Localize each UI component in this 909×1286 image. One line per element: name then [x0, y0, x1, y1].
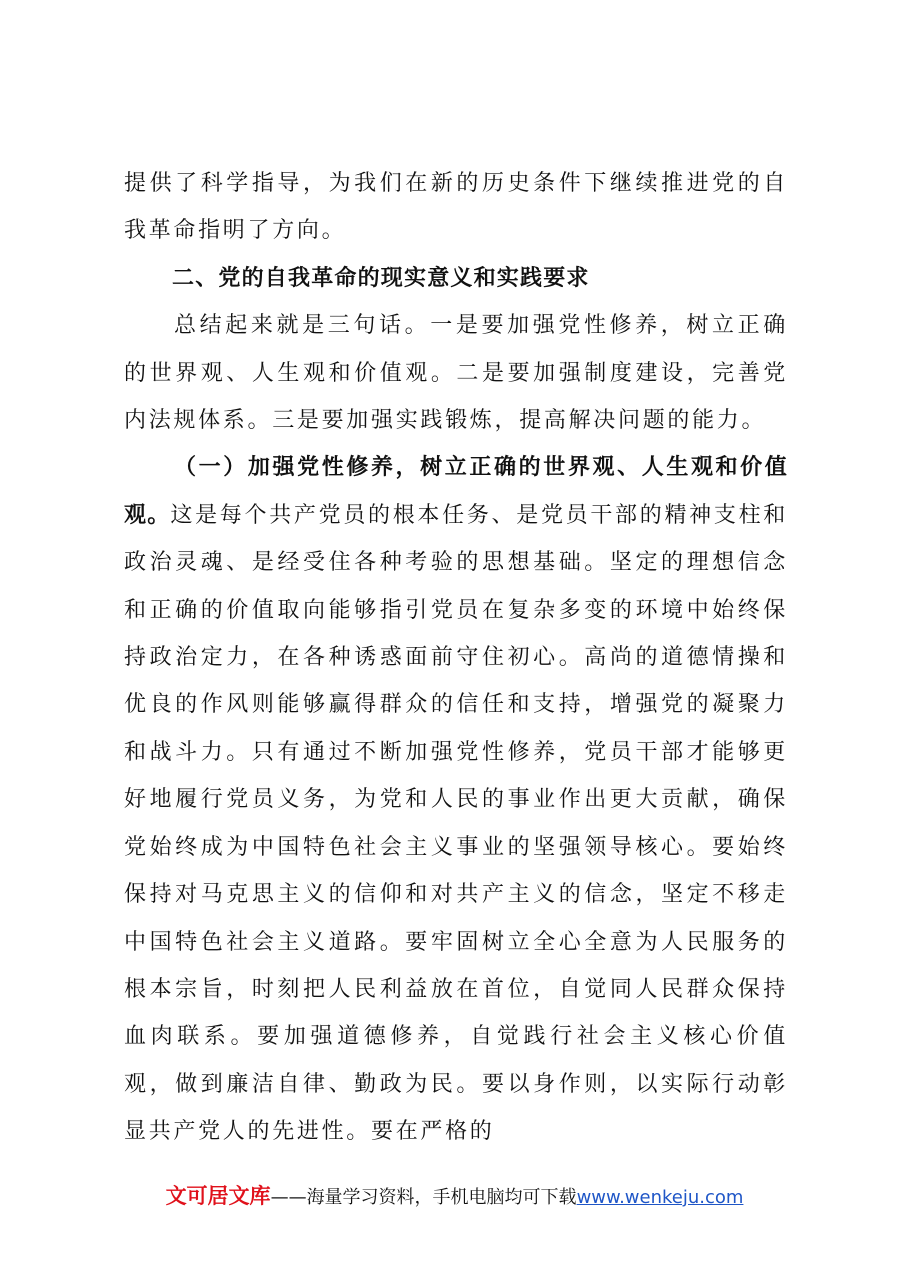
website-link[interactable]: www.wenkeju.com [576, 1187, 744, 1208]
paragraph-summary: 总结起来就是三句话。一是要加强党性修养，树立正确的世界观、人生观和价值观。二是要加强制度建设，完善党内法规体系。三是要加强实践锻炼，提高解决问题的能力。 [124, 313, 788, 434]
footer-banner [0, 1184, 909, 1210]
section-heading: 二、党的自我革命的现实意义和实践要求 [172, 265, 590, 291]
document-body [124, 160, 788, 1156]
footer-tagline: ——海量学习资料，手机电脑均可下载 [270, 1187, 577, 1208]
paragraph-continuation: 提供了科学指导，为我们在新的历史条件下继续推进党的自我革命指明了方向。 [124, 171, 788, 244]
subsection-body: 这是每个共产党员的根本任务、是党员干部的精神支柱和政治灵魂、是经受住各种考验的思想基础。坚定的理想信念和正确的价值取向能够指引党员在复杂多变的环境中始终保持政治定力，在各种诱惑面前守住初心。高尚的道德情操和优良的作风则能够赢得群众的信任和支持，增强党的凝聚力和战斗力。只有通过不断加强党性修养，党员干部才能够更好地履行党员义务，为党和人民的事业作出更大贡献，确保党始终成为中国特色社会主义事业的坚强领导核心。要始终保持对马克思主义的信仰和对共产主义的信念，坚定不移走中国特色社会主义道路。要牢固树立全心全意为人民服务的根本宗旨，时刻把人民利益放在首位，自觉同人民群众保持血肉联系。要加强道德修养，自觉践行社会主义核心价值观，做到廉洁自律、勤政为民。要以身作则，以实际行动彰显共产党人的先进性。要在严格的 [124, 502, 788, 1145]
subsection-heading: （一）加强党性修养，树立正确的世界观、人生观和价值观。 [124, 455, 788, 528]
brand-name: 文可居文库 [165, 1184, 271, 1208]
paragraph-subsection-1 [124, 444, 788, 1155]
